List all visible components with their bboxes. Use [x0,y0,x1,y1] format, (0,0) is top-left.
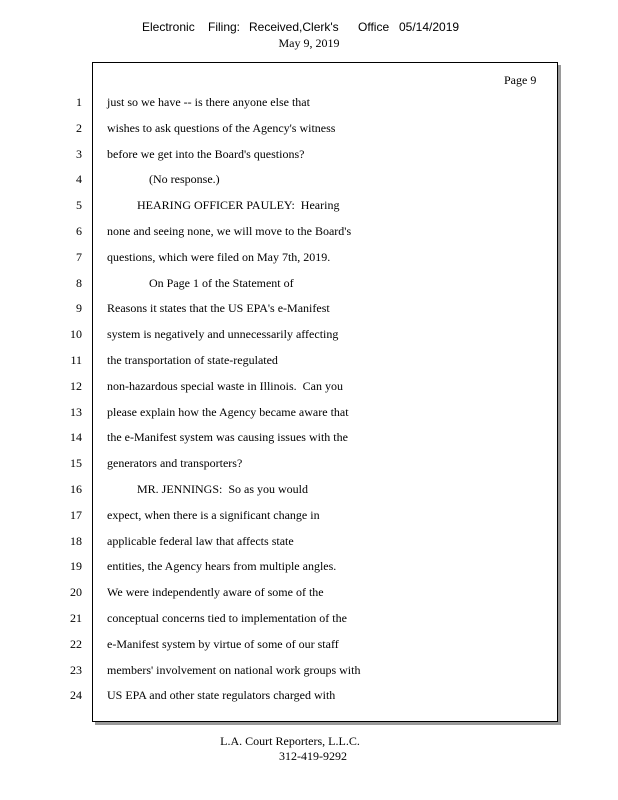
line-text: questions, which were filed on May 7th, 2019. [107,249,331,264]
line-text: system is negatively and unnecessarily affecting [107,327,339,342]
court-reporter-name: L.A. Court Reporters, L.L.C. [220,734,360,748]
transcript-line [0,146,618,162]
line-number: 21 [70,611,82,625]
line-number: 8 [76,275,82,290]
line-number: 1 [76,95,82,109]
transcript-line [0,429,618,445]
transcript-line [0,533,618,549]
stamp-word-received-clerks: Received,Clerk's [249,20,339,34]
page-number: Page 9 [504,73,537,87]
line-number: 17 [70,507,82,522]
line-text: non-hazardous special waste in Illinois. Can you [107,378,343,393]
line-number: 15 [70,456,82,471]
line-text: entities, the Agency hears from multiple angles. [107,559,337,574]
line-text: expect, when there is a significant change in [107,507,320,522]
line-number: 3 [76,146,82,161]
line-text: none and seeing none, we will move to the Board's [107,224,352,238]
line-number: 11 [70,353,82,367]
stamp-date: 05/14/2019 [399,20,460,34]
transcript-line [0,223,618,239]
stamp-word-office: Office [358,20,390,34]
transcript-line [0,687,618,703]
transcript-line [0,197,618,213]
transcript-line [0,120,618,136]
line-text: applicable federal law that affects state [107,533,294,548]
line-number: 24 [70,688,82,703]
line-text: US EPA and other state regulators charged with [107,688,336,703]
line-number: 16 [70,482,82,496]
court-reporter-phone: 312-419-9292 [279,749,347,763]
line-text: HEARING OFFICER PAULEY: Hearing [107,198,340,213]
line-text: the e-Manifest system was causing issues with the [107,430,348,445]
line-text: just so we have -- is there anyone else that [107,95,310,109]
transcript-line [0,507,618,523]
line-number: 14 [70,430,82,445]
line-number: 22 [70,636,82,651]
line-text: MR. JENNINGS: So as you would [107,482,309,496]
line-text: Reasons it states that the US EPA's e-Manifest [107,301,330,316]
line-text: On Page 1 of the Statement of [107,275,294,290]
transcript-line [0,249,618,265]
line-number: 23 [70,662,82,677]
stamp-word-filing: Filing: [208,20,241,34]
transcript-line [0,558,618,574]
line-text: please explain how the Agency became aware that [107,404,349,419]
line-text: conceptual concerns tied to implementation of the [107,611,347,625]
line-number: 20 [70,585,82,600]
line-number: 18 [70,533,82,548]
hearing-date: May 9, 2019 [278,36,340,50]
line-text: (No response.) [107,172,220,187]
line-number: 12 [70,378,82,393]
transcript-line [0,404,618,420]
transcript-line [0,584,618,600]
line-number: 6 [76,224,82,238]
line-text: generators and transporters? [107,456,243,471]
line-text: the transportation of state-regulated [107,353,278,367]
line-text: e-Manifest system by virtue of some of our staff [107,636,339,651]
transcript-line [0,636,618,652]
filing-stamp [0,20,618,36]
transcript-line [0,455,618,471]
transcript-line [0,171,618,187]
transcript-line [0,481,618,497]
line-text: members' involvement on national work groups with [107,662,361,677]
transcript-line [0,300,618,316]
transcript-line [0,352,618,368]
line-text: before we get into the Board's questions? [107,146,305,161]
transcript-line [0,610,618,626]
line-number: 19 [70,559,82,574]
stamp-word-electronic: Electronic [142,20,195,34]
line-text: wishes to ask questions of the Agency's witness [107,120,336,135]
line-number: 7 [76,249,82,264]
line-number: 4 [76,172,82,187]
transcript-line [0,275,618,291]
line-number: 5 [76,198,82,213]
line-number: 2 [76,120,82,135]
transcript-line [0,662,618,678]
line-text: We were independently aware of some of the [107,585,324,600]
line-number: 10 [70,327,82,342]
line-number: 9 [76,301,82,316]
transcript-line [0,326,618,342]
transcript-line [0,378,618,394]
line-number: 13 [70,404,82,419]
transcript-line [0,94,618,110]
